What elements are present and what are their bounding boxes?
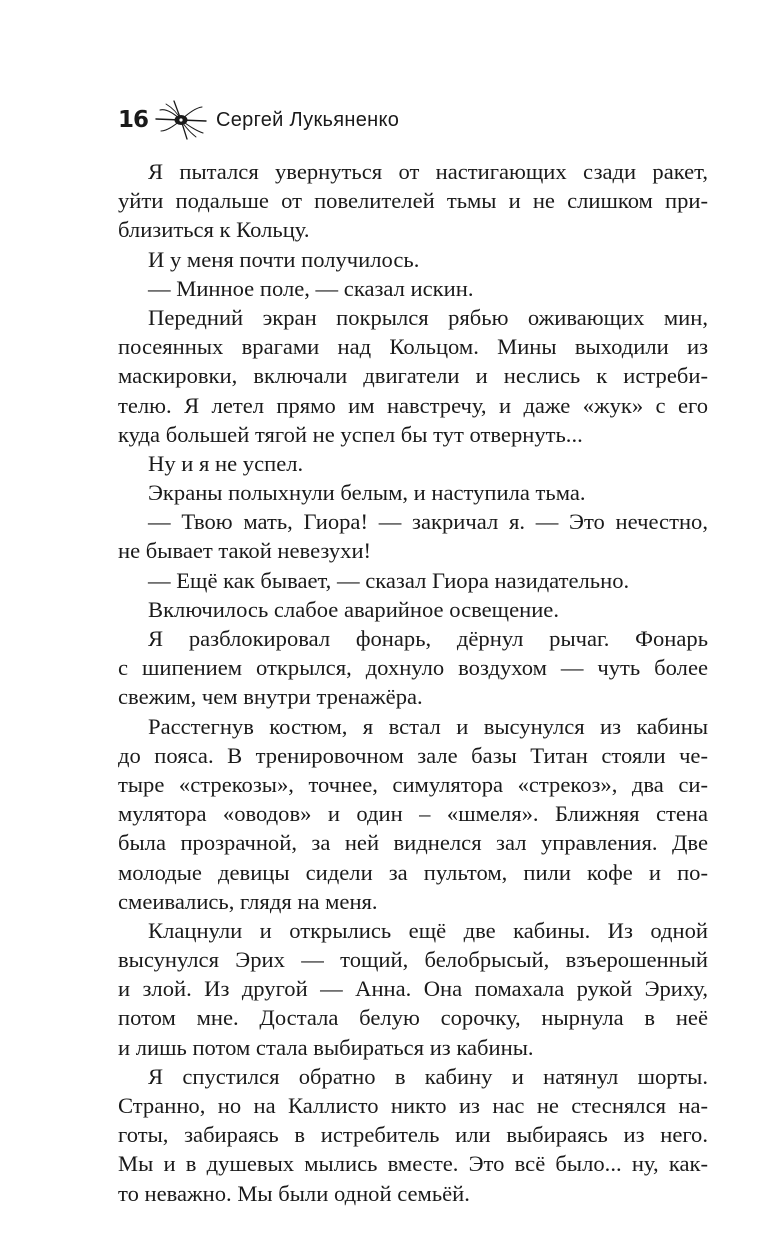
text-line: потом мне. Достала белую сорочку, нырнула в неё xyxy=(118,1005,708,1031)
text-line: не бывает такой невезухи! xyxy=(118,538,372,564)
text-line: мулятора «оводов» и один – «шмеля». Ближняя стена xyxy=(118,801,708,827)
text-line: Я разблокировал фонарь, дёрнул рычаг. Фонарь xyxy=(148,626,708,651)
text-line: Ну и я не успел. xyxy=(148,450,304,476)
text-line: Расстегнув костюм, я встал и высунулся из кабины xyxy=(148,713,708,739)
text-line: маскировки, включали двигатели и неслись к истреби- xyxy=(118,363,708,389)
text-line: — Ещё как бывает, — сказал Гиора назидательно. xyxy=(148,567,630,593)
text-line: молодые девицы сидели за пультом, пили кофе и по- xyxy=(118,859,708,885)
text-line: Клацнули и открылись ещё две кабины. Из одной xyxy=(148,917,708,943)
text-line: свежим, чем внутри тренажёра. xyxy=(118,684,423,710)
text-line: высунулся Эрих — тощий, белобрысый, взъерошенный xyxy=(118,947,708,973)
page-number: 16 xyxy=(118,107,149,133)
text-line: смеивались, глядя на меня. xyxy=(118,888,378,914)
text-line: и лишь потом стала выбираться из кабины. xyxy=(118,1034,534,1060)
text-line: — Минное поле, — сказал искин. xyxy=(148,275,474,301)
text-line: И у меня почти получилось. xyxy=(148,246,420,272)
text-line: куда большей тягой не успел бы тут отвернуть... xyxy=(118,421,583,447)
text-line: Мы и в душевых мылись вместе. Это всё было... ну, как- xyxy=(118,1151,708,1177)
text-line: и злой. Из другой — Анна. Она помахала рукой Эриху, xyxy=(118,976,708,1002)
text-line: посеянных врагами над Кольцом. Мины выходили из xyxy=(118,334,708,360)
text-line: телю. Я летел прямо им навстречу, и даже «жук» с его xyxy=(118,392,708,418)
text-line: близиться к Кольцу. xyxy=(118,217,310,243)
text-line: то неважно. Мы были одной семьёй. xyxy=(118,1180,470,1206)
text-line: была прозрачной, за ней виднелся зал управления. Две xyxy=(118,830,708,856)
author-name: Сергей Лукьяненко xyxy=(216,109,400,131)
text-line: Передний экран покрылся рябью оживающих мин, xyxy=(148,304,708,330)
text-line: Странно, но на Каллисто никто из нас не стеснялся на- xyxy=(118,1093,708,1118)
text-line: Экраны полыхнули белым, и наступила тьма. xyxy=(148,480,586,506)
text-line: готы, забираясь в истребитель или выбираясь из него. xyxy=(118,1122,708,1148)
text-line: уйти подальше от повелителей тьмы и не слишком при- xyxy=(118,188,708,214)
text-line: Я спустился обратно в кабину и натянул шорты. xyxy=(148,1063,708,1089)
running-header xyxy=(118,100,399,140)
text-line: — Твою мать, Гиора! — закричал я. — Это нечестно, xyxy=(148,509,708,535)
spider-ornament-icon xyxy=(154,100,208,140)
text-line: Я пытался увернуться от настигающих сзади ракет, xyxy=(148,159,708,184)
text-line: Включилось слабое аварийное освещение. xyxy=(148,596,559,622)
text-line: тыре «стрекозы», точнее, симулятора «стрекоз», два си- xyxy=(118,771,708,797)
text-line: с шипением открылся, дохнуло воздухом — чуть более xyxy=(118,655,708,681)
body-text xyxy=(118,157,708,1208)
text-line: до пояса. В тренировочном зале базы Титан стояли че- xyxy=(118,742,708,768)
